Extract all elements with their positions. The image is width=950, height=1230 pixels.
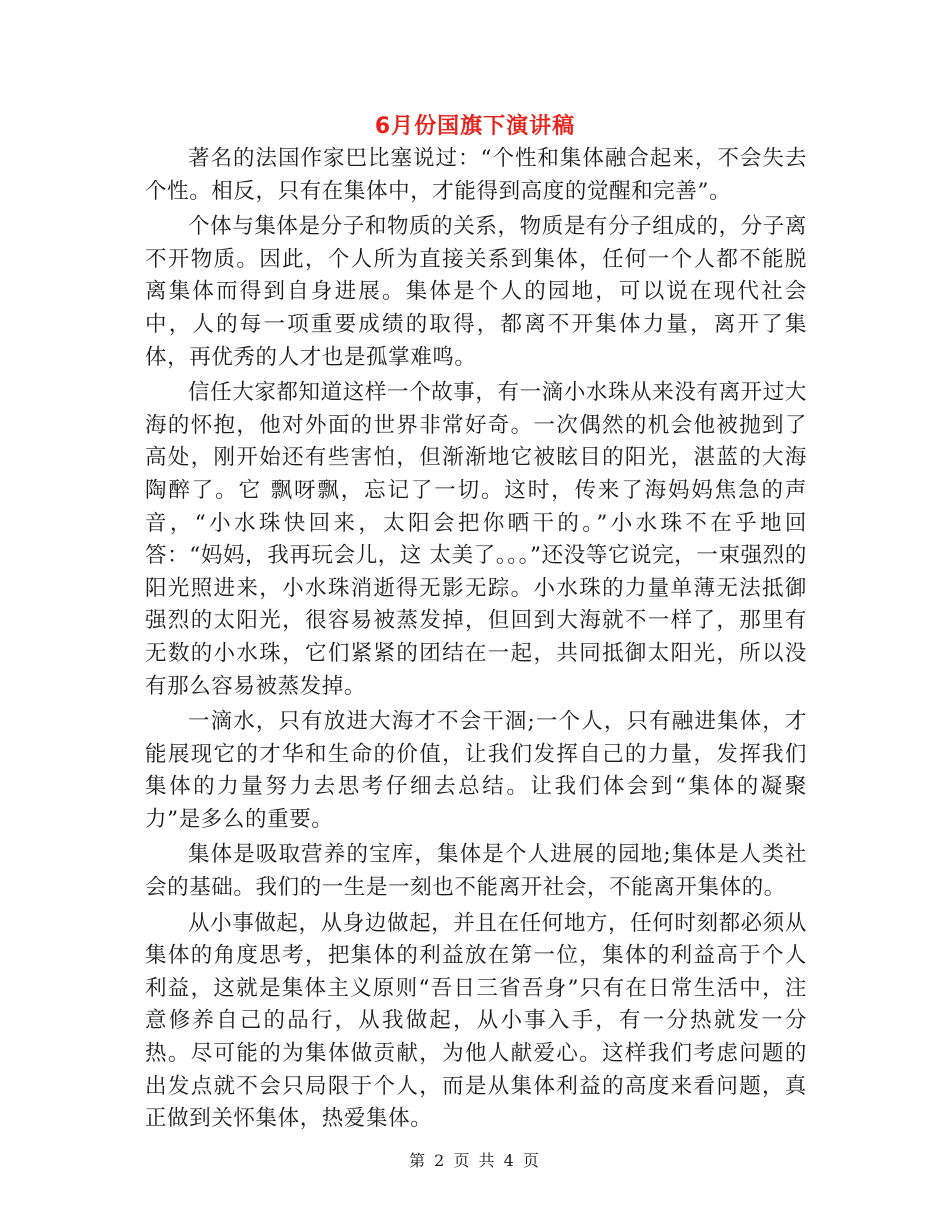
paragraph-3: 信任大家都知道这样一个故事，有一滴小水珠从来没有离开过大海的怀抱，他对外面的世界非常好奇。一次偶然的机会他被抛到了高处，刚开始还有些害怕，但渐渐地它被眩目的阳光，湛蓝的大海陶醉了。它 飘呀飘，忘记了一切。这时，传来了海妈妈焦急的声音，“小水珠快回来，太阳会把你晒干的。”小水珠不在乎地回答：“妈妈，我再玩会儿，这 太美了。。。”还没等它说完，一束强烈的阳光照进来，小水珠消逝得无影无踪。小水珠的力量单薄无法抵御强烈的太阳光，很容易被蒸发掉，但回到大海就不一样了，那里有无数的小水珠，它们紧紧的团结在一起，共同抵御太阳光，所以没有那么容易被蒸发掉。 xyxy=(145,380,807,699)
paragraph-6: 从小事做起，从身边做起，并且在任何地方，任何时刻都必须从集体的角度思考，把集体的利益放在第一位，集体的利益高于个人利益，这就是集体主义原则“吾日三省吾身”只有在日常生活中，注意修养自己的品行，从我做起，从小事入手，有一分热就发一分热。尽可能的为集体做贡献，为他人献爱心。这样我们考虑问题的出发点就不会只局限于个人，而是从集体利益的高度来看问题，真正做到关怀集体，热爱集体。 xyxy=(145,910,807,1132)
document-title: 6月份国旗下演讲稿 xyxy=(374,114,576,139)
document-body xyxy=(145,143,807,1139)
paragraph-2: 个体与集体是分子和物质的关系，物质是有分子组成的，分子离不开物质。因此，个人所为直接关系到集体，任何一个人都不能脱离集体而得到自身进展。集体是个人的园地，可以说在现代社会中，人的每一项重要成绩的取得，都离不开集体力量，离开了集体，再优秀的人才也是孤掌难鸣。 xyxy=(145,214,807,370)
paragraph-5: 集体是吸取营养的宝库，集体是个人进展的园地;集体是人类社会的基础。我们的一生是一刻也不能离开社会，不能离开集体的。 xyxy=(145,842,807,901)
page-footer: 第 2 页 共 4 页 xyxy=(409,1151,541,1170)
paragraph-4: 一滴水，只有放进大海才不会干涸;一个人，只有融进集体，才能展现它的才华和生命的价值，让我们发挥自己的力量，发挥我们集体的力量努力去思考仔细去总结。让我们体会到“集体的凝聚力”是多么的重要。 xyxy=(145,709,807,832)
paragraph-1: 著名的法国作家巴比塞说过：“个性和集体融合起来，不会失去个性。相反，只有在集体中，才能得到高度的觉醒和完善”。 xyxy=(145,146,807,204)
